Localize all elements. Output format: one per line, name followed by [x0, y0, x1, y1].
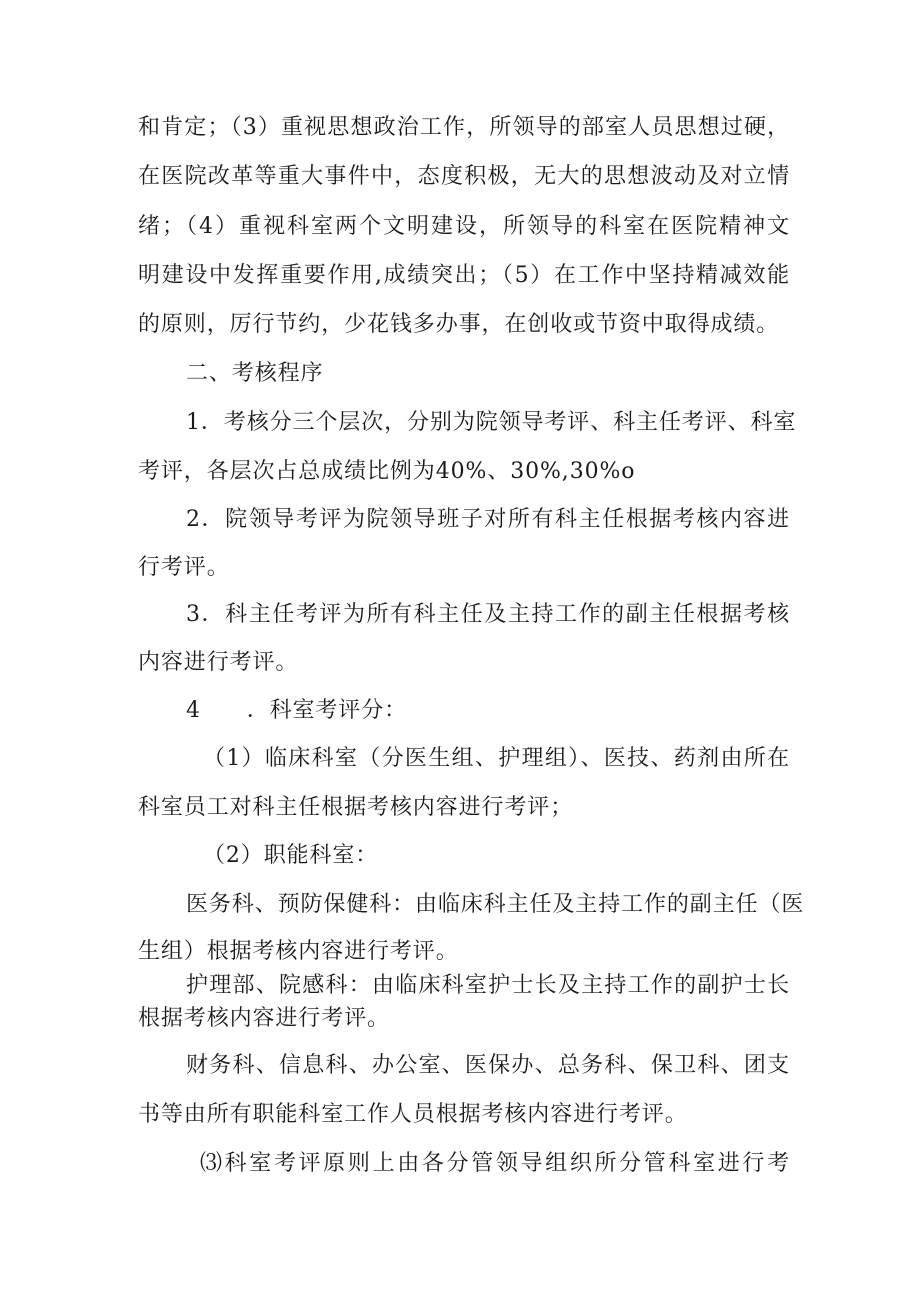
text-line: 的原则，厉行节约，少花钱多办事，在创收或节资中取得成绩。 — [138, 312, 780, 337]
text-line: （2）职能科室： — [203, 843, 379, 868]
text-line: 财务科、信息科、办公室、医保办、总务科、保卫科、团支 — [186, 1053, 790, 1078]
text-line: 护理部、院感科：由临床科室护士长及主持工作的副护士长 — [186, 973, 790, 998]
text-line: 2．院领导考评为院领导班子对所有科主任根据考核内容进 — [186, 507, 790, 532]
text-line: 绪；（4）重视科室两个文明建设，所领导的科室在医院精神文 — [138, 214, 790, 239]
text-line: 明建设中发挥重要作用,成绩突出；（5）在工作中坚持精减效能 — [138, 263, 790, 288]
text-line: 科室员工对科主任根据考核内容进行考评； — [138, 795, 574, 820]
text-line: ⑶科室考评原则上由各分管领导组织所分管科室进行考 — [200, 1151, 790, 1176]
section-heading: 二、考核程序 — [186, 361, 324, 386]
text-line: （1）临床科室（分医生组、护理组）、医技、药剂由所在 — [203, 746, 790, 771]
text-line: 医务科、预防保健科：由临床科主任及主持工作的副主任（医 — [186, 892, 805, 917]
text-line: 考评，各层次占总成绩比例为40%、30%,30%o — [138, 459, 636, 484]
text-line: 1．考核分三个层次，分别为院领导考评、科主任考评、科室 — [186, 410, 797, 435]
text-line: 4 ．科室考评分： — [186, 698, 407, 723]
text-line: 行考评。 — [138, 555, 230, 580]
text-line: 书等由所有职能科室工作人员根据考核内容进行考评。 — [138, 1102, 688, 1127]
text-line: 内容进行考评。 — [138, 650, 299, 675]
text-line: 在医院改革等重大事件中，态度积极，无大的思想波动及对立情 — [138, 164, 790, 189]
text-line: 和肯定；（3）重视思想政治工作，所领导的部室人员思想过硬， — [138, 115, 790, 140]
text-line: 根据考核内容进行考评。 — [138, 1006, 390, 1031]
text-line: 3．科主任考评为所有科主任及主持工作的副主任根据考核 — [186, 602, 790, 627]
text-line: 生组）根据考核内容进行考评。 — [138, 939, 459, 964]
